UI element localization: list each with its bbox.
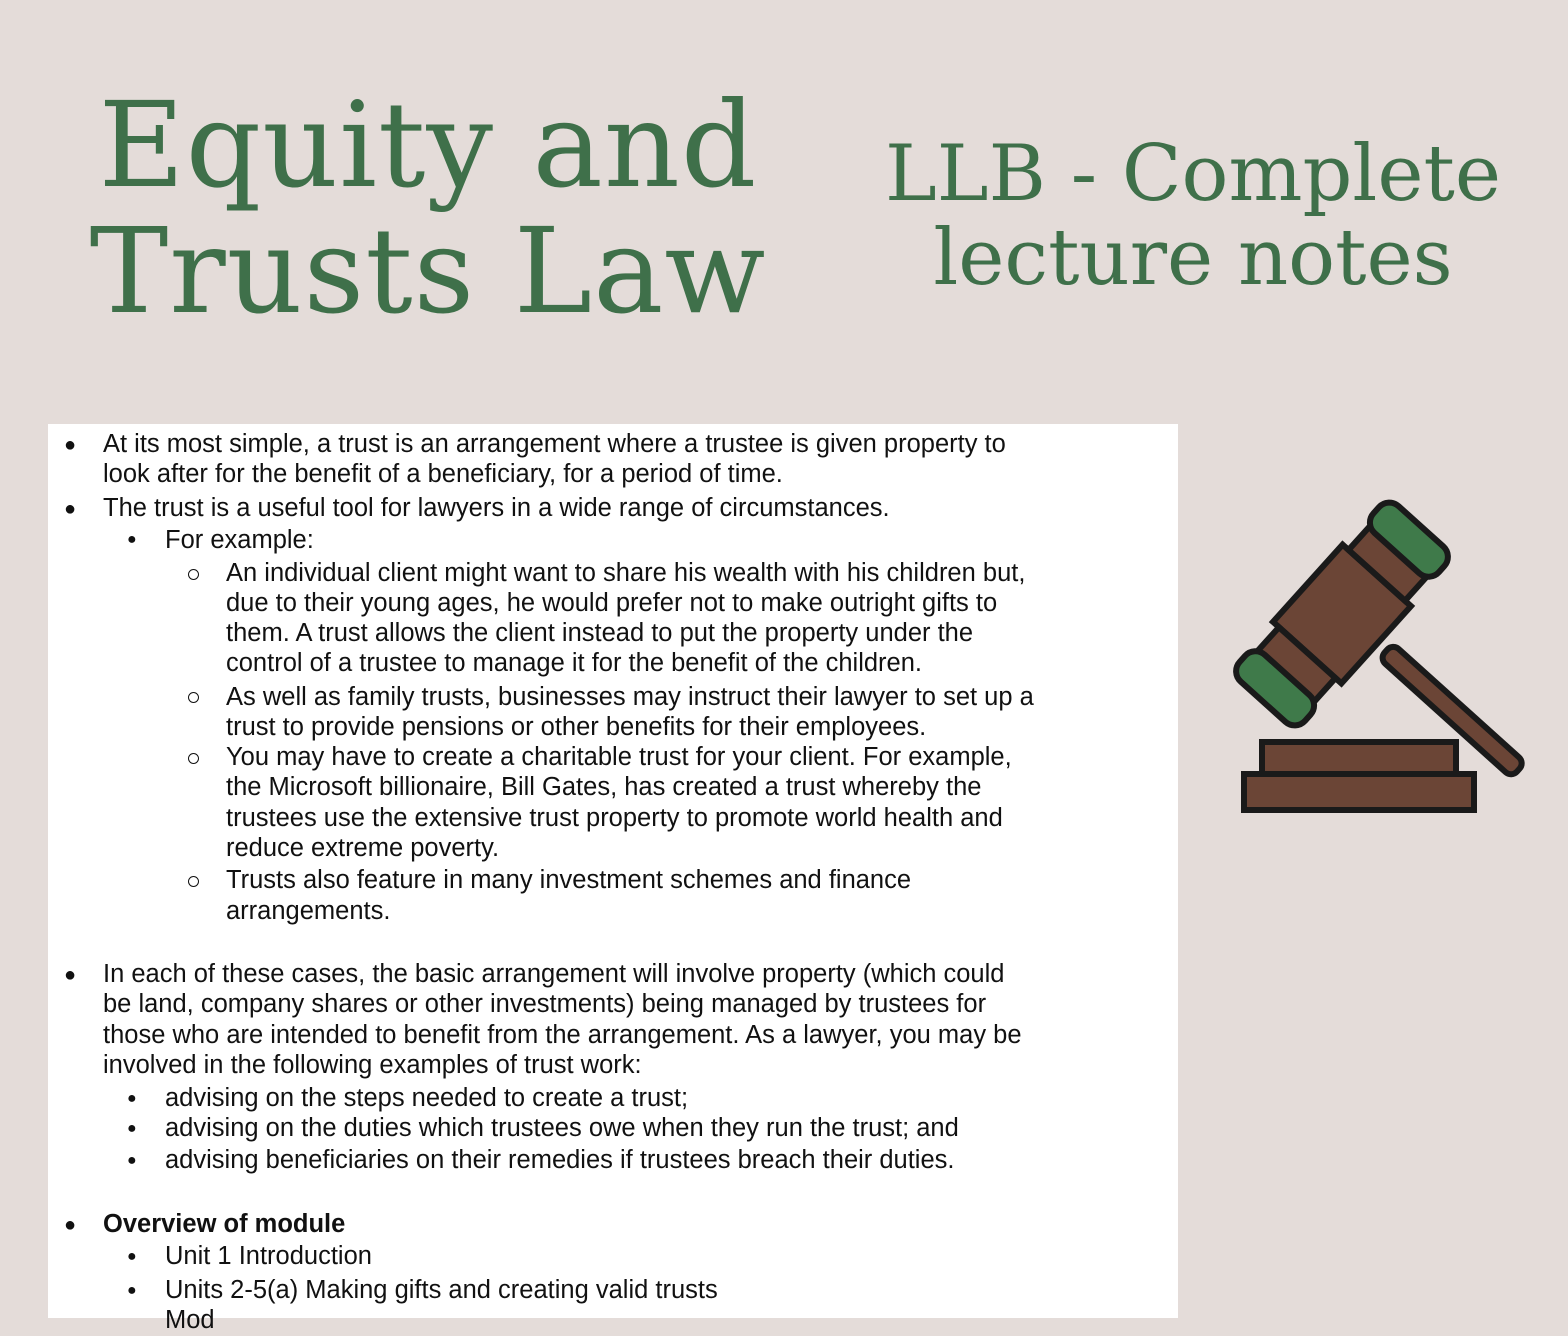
note-text: trustees use the extensive trust property to promote world health and: [226, 804, 1003, 832]
note-text: them. A trust allows the client instead to put the property under the: [226, 619, 974, 647]
circle-bullet-icon: [188, 876, 199, 887]
bullet-icon: ●: [64, 434, 77, 456]
note-text: those who are intended to benefit from the arrangement. As a lawyer, you may be: [103, 1021, 1022, 1049]
page-title: [78, 76, 778, 340]
bullet-icon: ●: [127, 1090, 137, 1107]
bullet-icon: ●: [127, 1152, 137, 1169]
note-text: be land, company shares or other investments) being managed by trustees for: [103, 990, 987, 1018]
note-text: At its most simple, a trust is an arrangement where a trustee is given property to: [103, 430, 1006, 458]
bullet-icon: ●: [64, 964, 77, 986]
subtitle-line-2: lecture notes: [933, 213, 1453, 303]
note-text: As well as family trusts, businesses may instruct their lawyer to set up a: [226, 683, 1034, 711]
note-text: In each of these cases, the basic arrangement will involve property (which could: [103, 960, 1005, 988]
note-text: An individual client might want to share his wealth with his children but,: [226, 559, 1026, 587]
bullet-icon: ●: [127, 531, 137, 548]
note-text: You may have to create a charitable trust for your client. For example,: [226, 743, 1012, 771]
circle-bullet-icon: [188, 569, 199, 580]
bullet-icon: ●: [64, 498, 77, 520]
note-text: Units 2-5(a) Making gifts and creating valid trusts: [165, 1276, 718, 1304]
note-text: look after for the benefit of a beneficiary, for a period of time.: [103, 460, 783, 488]
note-text: the Microsoft billionaire, Bill Gates, has created a trust whereby the: [226, 773, 982, 801]
page-subtitle: [868, 129, 1518, 303]
note-text: Trusts also feature in many investment schemes and finance: [226, 866, 912, 894]
note-text: due to their young ages, he would prefer not to make outright gifts to: [226, 589, 998, 617]
note-text: reduce extreme poverty.: [226, 834, 500, 862]
lecture-notes-document: [48, 424, 1178, 1334]
title-line-1: Equity and: [98, 76, 758, 214]
note-text: For example:: [165, 526, 314, 554]
bullet-icon: ●: [127, 1282, 137, 1299]
title-line-2: Trusts Law: [89, 202, 767, 340]
note-text: control of a trustee to manage it for the benefit of the children.: [226, 649, 922, 677]
note-text: Unit 1 Introduction: [165, 1242, 372, 1270]
note-text: Mod: [165, 1306, 215, 1334]
gavel-icon: [1236, 506, 1536, 816]
note-text: advising on the steps needed to create a trust;: [165, 1084, 689, 1112]
bullet-icon: ●: [127, 1248, 137, 1265]
note-text: trust to provide pensions or other benefits for their employees.: [226, 713, 927, 741]
note-text: arrangements.: [226, 897, 391, 925]
note-text: advising on the duties which trustees owe when they run the trust; and: [165, 1114, 959, 1142]
note-text: The trust is a useful tool for lawyers in a wide range of circumstances.: [103, 494, 890, 522]
bullet-icon: ●: [127, 1120, 137, 1137]
note-text: involved in the following examples of trust work:: [103, 1051, 642, 1079]
note-text: advising beneficiaries on their remedies if trustees breach their duties.: [165, 1146, 955, 1174]
bullet-icon: ●: [64, 1214, 77, 1236]
circle-bullet-icon: [188, 753, 199, 764]
overview-heading: Overview of module: [103, 1210, 346, 1238]
subtitle-line-1: LLB - Complete: [884, 129, 1501, 219]
circle-bullet-icon: [188, 692, 199, 703]
